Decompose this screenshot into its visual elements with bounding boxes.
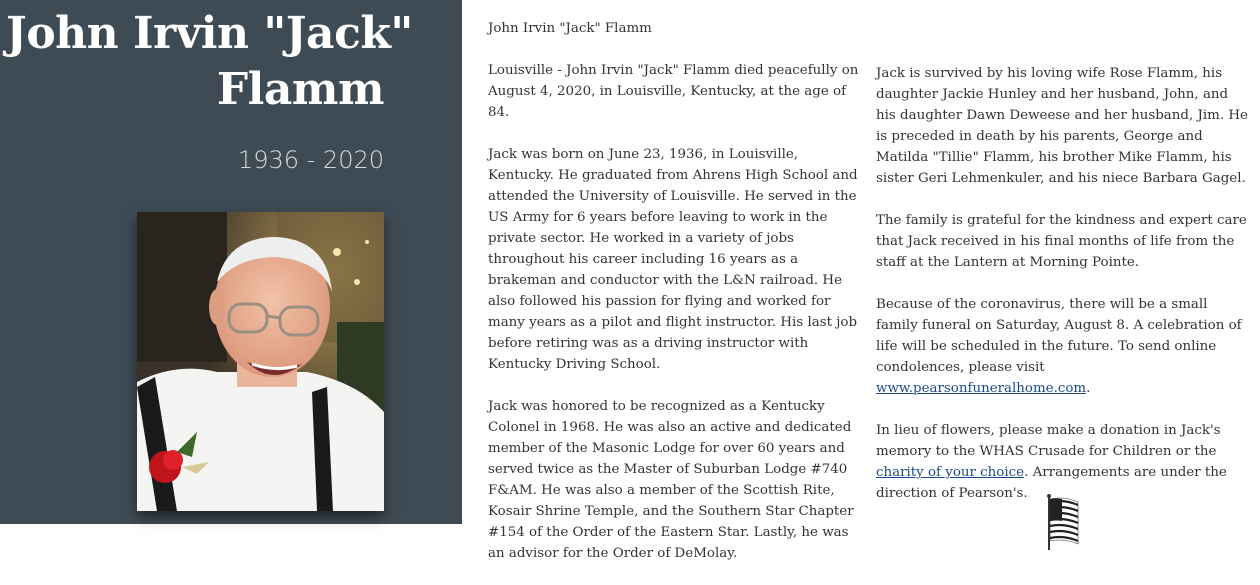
right-column [876, 63, 1250, 525]
deceased-name [6, 6, 413, 118]
funeral-home-link[interactable]: www.pearsonfuneralhome.com [876, 381, 1087, 396]
obituary-heading: John Irvin "Jack" Flamm [488, 21, 652, 36]
paragraph-gratitude: The family is grateful for the kindness and expert care that Jack received in his final months of life from the staff at the Lantern at Morning Pointe. [876, 213, 1247, 270]
paragraph-donation [876, 420, 1250, 504]
donation-end: . Arrangements are under the direction of Pearson's. [876, 465, 1227, 501]
paragraph-life: Jack was born on June 23, 1936, in Louisville, Kentucky. He graduated from Ahrens High School and attended the University of Louisville. He served in the US Army for 6 years before leaving to work in the private sector. He worked in a variety of jobs throughout his career including 16 years as a brakeman and conductor with the L&N railroad. He also followed his passion for flying and worked for many years as a pilot and flight instructor. His last job before retiring was as a driving instructor with Kentucky Driving School. [488, 147, 858, 372]
left-column [488, 60, 862, 585]
funeral-text: Because of the coronavirus, there will be a small family funeral on Saturday, August 8. A celebration of life will be scheduled in the future. To send online condolences, please visit [876, 297, 1242, 375]
sidebar-panel [0, 0, 462, 524]
paragraph-honors: Jack was honored to be recognized as a Kentucky Colonel in 1968. He was also an active and dedicated member of the Masonic Lodge for over 60 years and served twice as the Master of Suburban Lodge #740 F&AM. He was also a member of the Scottish Rite, Kosair Shrine Temple, and the Southern Star Chapter #154 of the Order of the Eastern Star. Lastly, he was an advisor for the Order of DeMolay. [488, 399, 854, 561]
paragraph-funeral [876, 294, 1250, 399]
funeral-end: . [1086, 381, 1091, 396]
portrait-photo [137, 212, 384, 511]
name-line-1: John Irvin "Jack" [6, 8, 413, 59]
american-flag-icon [1046, 494, 1080, 556]
name-line-2: Flamm [216, 64, 384, 115]
life-years: 1936 - 2020 [237, 146, 384, 174]
paragraph-death: Louisville - John Irvin "Jack" Flamm died peacefully on August 4, 2020, in Louisville, Kentucky, at the age of 84. [488, 63, 859, 120]
paragraph-survivors: Jack is survived by his loving wife Rose Flamm, his daughter Jackie Hunley and her husband, John, and his daughter Dawn Deweese and her husband, Jim. He is preceded in death by his parents, George and Matilda "Tillie" Flamm, his brother Mike Flamm, his sister Geri Lehmenkuler, and his niece Barbara Gagel. [876, 66, 1248, 186]
charity-link[interactable]: charity of your choice [876, 465, 1025, 480]
donation-text: In lieu of flowers, please make a donation in Jack's memory to the WHAS Crusade for Children or the [876, 423, 1221, 459]
